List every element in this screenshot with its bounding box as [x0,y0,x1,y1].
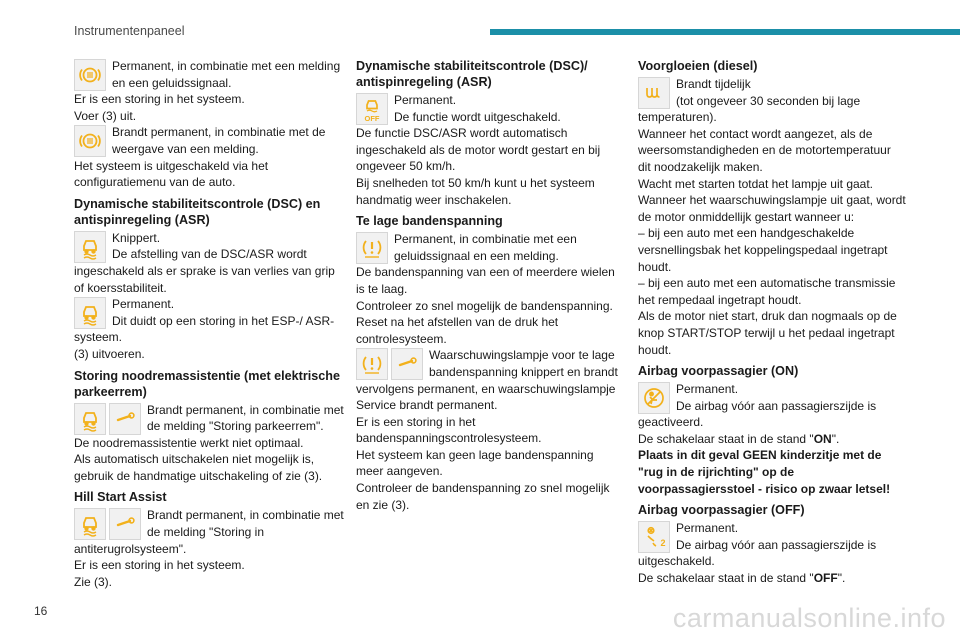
skid-car-icon [74,231,106,263]
warning-entry [638,520,906,570]
paragraph: Wacht met starten totdat het lampje uit gaat. [638,176,874,191]
skid-car-icon [74,403,106,435]
paragraph: De functie DSC/ASR wordt automatisch ingeschakeld als de motor wordt gestart en bij ongeveer 50 km/h. [356,126,601,174]
paragraph: Bij snelheden tot 50 km/h kunt u het systeem handmatig weer inschakelen. [356,175,595,207]
section-heading: Airbag voorpassagier (ON) [638,364,799,379]
watermark: carmanualsonline.info [672,603,946,633]
paragraph: Zie (3). [74,574,113,589]
paragraph: – bij een auto met een handgeschakelde versnellingsbak het koppelingspedaal ingetrapt houdt. [638,226,888,274]
entry-text: Brandt permanent, in combinatie met de melding "Storing parkeerrem". [147,402,344,434]
header-accent-bar [490,29,960,35]
paragraph: De bandenspanning van een of meerdere wielen is te laag. [356,265,615,296]
section-heading: Hill Start Assist [74,490,167,505]
warning-entry [74,124,344,157]
paragraph: Er is een storing in het systeem. [74,558,245,573]
brake-circle-icon [74,59,106,91]
paragraph: Controleer zo snel mogelijk de bandenspanning. [356,298,613,313]
paragraph: Als automatisch uitschakelen niet mogelijk is, gebruik de handmatige uitschakeling of zie (3). [74,452,323,483]
section-heading: Airbag voorpassagier (OFF) [638,503,805,518]
skid-car-icon [74,508,106,540]
paragraph: De noodremassistentie werkt niet optimaal. [74,435,304,450]
entry-text: De afstelling van de DSC/ASR wordt ingeschakeld als er sprake is van verlies van grip of koersstabiliteit. [74,247,335,295]
column-left [74,58,344,590]
tyre-pressure-icon [356,232,388,264]
skid-car-icon [74,297,106,329]
warning-entry [74,58,344,91]
warning-entry [356,347,624,413]
section-heading: Dynamische stabiliteitscontrole (DSC) en antispinregeling (ASR) [74,196,321,227]
entry-text: Brandt tijdelijk [676,77,751,91]
tyre-pressure-icon [356,348,388,380]
entry-text: Dit duidt op een storing in het ESP-/ ASR-systeem. [74,313,335,345]
entry-text: Knippert. [112,230,161,245]
entry-text: Permanent. [394,93,457,107]
glow-plug-icon [638,77,670,109]
running-header: Instrumentenpaneel [74,24,185,38]
paragraph: Er is een storing in het systeem. [74,92,245,107]
paragraph: Er is een storing in het bandenspanningscontrolesysteem. [356,414,542,446]
warning-text: Plaats in dit geval GEEN kinderzitje met de "rug in de rijrichting" op de voorpassagiersstoel - risico op zwaar letsel! [638,448,891,496]
wrench-icon [109,403,141,435]
warning-entry [638,76,906,126]
paragraph: Het systeem is uitgeschakeld via het configuratiemenu van de auto. [74,158,269,190]
svg-text:2: 2 [660,538,666,549]
airbag-on-icon [638,382,670,414]
warning-entry [74,230,344,296]
warning-entry [74,402,344,435]
brake-circle-icon [74,125,106,157]
paragraph: Reset na het afstellen van de druk het controlesysteem. [356,315,559,346]
skid-car-off-icon [356,93,388,125]
paragraph: – bij een auto met een automatische transmissie het rempedaal ingetrapt houdt. [638,276,896,307]
entry-text: Brandt permanent, in combinatie met de weergave van een melding. [112,125,326,156]
column-right [638,58,906,587]
entry-text: (tot ongeveer 30 seconden bij lage temperaturen). [638,93,861,125]
wrench-icon [391,348,423,380]
entry-text: De functie wordt uitgeschakeld. [394,109,561,124]
entry-text: De airbag vóór aan passagierszijde is geactiveerd. [638,398,877,430]
paragraph: Wanneer het contact wordt aangezet, als de weersomstandigheden en de motortemperatuur dit noodzakelijk maken. [638,126,891,174]
section-heading: Storing noodremassistentie (met elektrische parkeerrem) [74,368,340,399]
warning-entry [638,381,906,431]
warning-entry [74,507,344,557]
entry-text: Permanent, in combinatie met een melding en een geluidssignaal. [112,59,341,90]
entry-text: Permanent, in combinatie met een geluidssignaal en een melding. [394,232,577,263]
paragraph: Controleer de bandenspanning zo snel mogelijk en zie (3). [356,481,610,512]
column-middle [356,58,624,513]
entry-text: Permanent. [676,521,739,536]
section-heading: Voorgloeien (diesel) [638,59,758,73]
page-number: 16 [34,604,48,618]
warning-entry [74,296,344,346]
section-heading: Dynamische stabiliteitscontrole (DSC)/ antispinregeling (ASR) [356,59,588,89]
entry-text: Brandt permanent, in combinatie met de melding "Storing in antiterugrolsysteem". [74,508,344,556]
airbag-off-icon [638,521,670,553]
wrench-icon [109,508,141,540]
entry-text: Permanent. [112,297,175,312]
entry-text: De airbag vóór aan passagierszijde is uitgeschakeld. [638,537,877,569]
entry-text: Waarschuwingslampje voor te lage bandenspanning knippert en brandt vervolgens permanent, en waarschuwingslampje Service brandt permanent. [356,348,618,413]
paragraph: (3) uitvoeren. [74,346,145,361]
paragraph: Het systeem kan geen lage bandenspanning meer aangeven. [356,447,594,479]
paragraph: De schakelaar staat in de stand "ON". [638,431,840,446]
paragraph: De schakelaar staat in de stand "OFF". [638,571,846,586]
paragraph: Voer (3) uit. [74,108,137,123]
svg-text:OFF: OFF [364,114,380,123]
warning-entry [356,231,624,264]
entry-text: Permanent. [676,382,739,397]
paragraph: Als de motor niet start, druk dan nogmaals op de knop START/STOP terwijl u het pedaal ingetrapt houdt. [638,309,897,357]
paragraph: Wanneer het waarschuwingslampje uit gaat, wordt de motor onmiddellijk gestart wanneer u: [638,193,906,224]
section-heading: Te lage bandenspanning [356,214,503,229]
warning-entry [356,92,624,125]
